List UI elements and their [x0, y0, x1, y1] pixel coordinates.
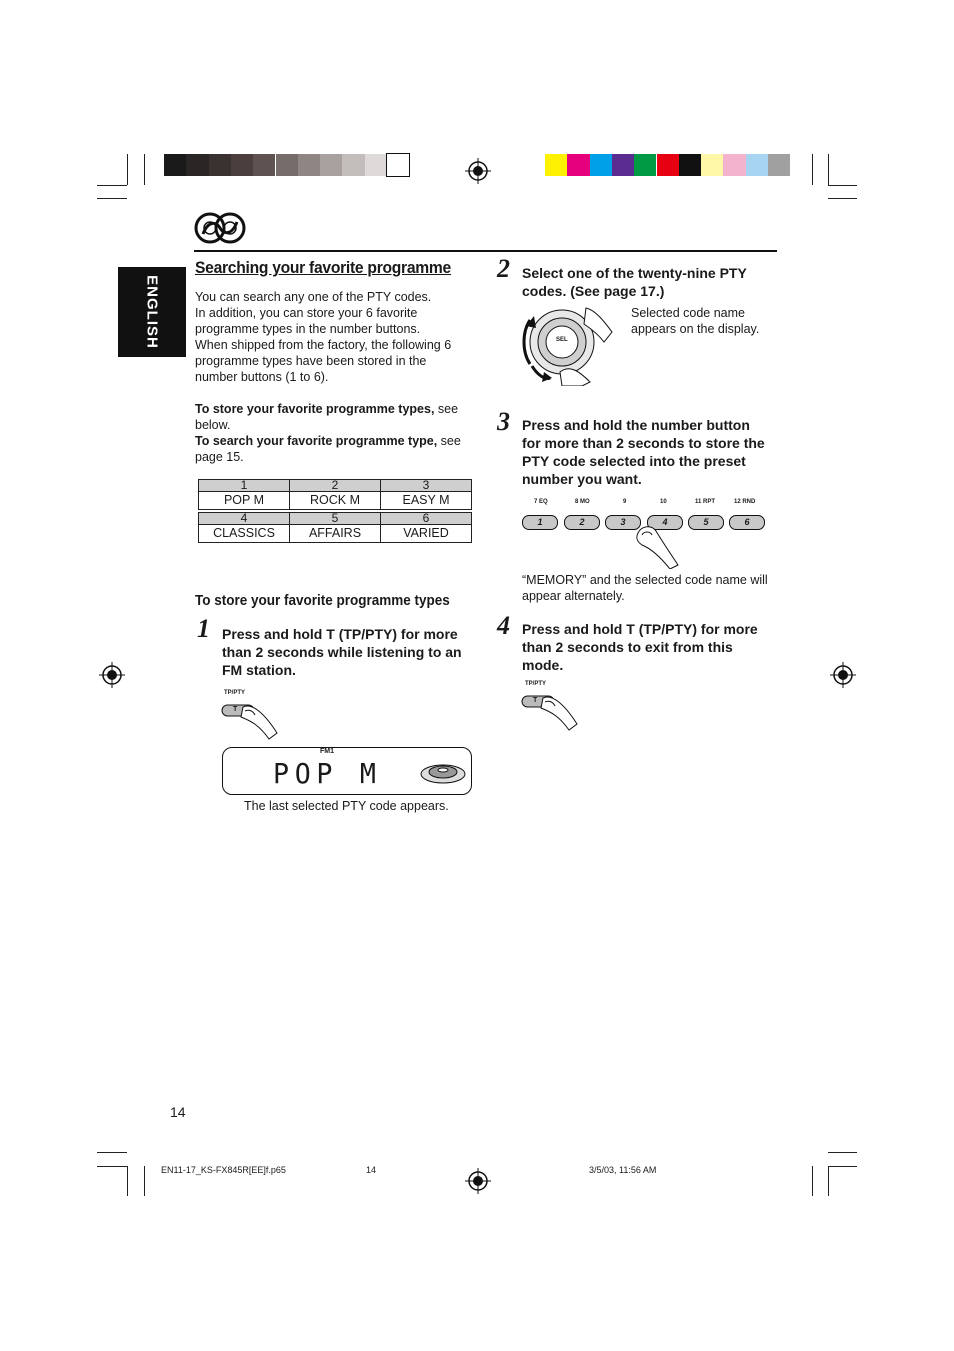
- pty-number: 4: [199, 513, 290, 525]
- calibration-swatch: [723, 154, 745, 176]
- crop-mark: [144, 1166, 145, 1196]
- step-line: codes. (See page 17.): [522, 283, 665, 299]
- step-1-number: 1: [197, 614, 210, 643]
- lcd-display: [222, 747, 472, 795]
- calibration-swatch: [701, 154, 723, 176]
- crop-mark: [97, 1166, 127, 1167]
- calibration-swatch: [298, 154, 320, 176]
- crop-mark: [828, 1166, 829, 1196]
- crop-mark: [812, 1166, 813, 1196]
- tppty-label: TP/PTY: [224, 690, 246, 696]
- language-tab-label: ENGLISH: [143, 275, 161, 349]
- rds-logo-icon: [194, 211, 246, 245]
- calibration-swatch: [342, 154, 364, 176]
- calibration-swatch: [320, 154, 342, 176]
- search-ref-rest2: page 15.: [195, 450, 244, 464]
- preset-buttons: [522, 497, 772, 577]
- preset-button-1[interactable]: 1: [522, 515, 558, 530]
- step-4-text: [522, 620, 782, 674]
- footer-date: 3/5/03, 11:56 AM: [589, 1165, 657, 1175]
- footer-page: 14: [366, 1165, 377, 1175]
- caption-line: appears on the display.: [631, 322, 760, 336]
- preset-top-label: 10: [660, 499, 667, 505]
- intro-line: number buttons (1 to 6).: [195, 370, 329, 384]
- preset-button-3[interactable]: 3: [605, 515, 641, 530]
- section-rule: [194, 250, 777, 252]
- pty-table-row2: [198, 512, 472, 543]
- calibration-swatch: [657, 154, 679, 176]
- intro-line: When shipped from the factory, the following 6: [195, 338, 452, 352]
- pty-table-row1: [198, 479, 472, 510]
- registration-target-icon: [465, 158, 491, 184]
- store-ref-bold: To store your favorite programme types,: [195, 402, 435, 416]
- caption-line: “MEMORY” and the selected code name will: [522, 573, 768, 587]
- language-tab: [118, 267, 186, 357]
- display-text: POP M: [273, 757, 382, 790]
- step-4-number: 4: [497, 611, 510, 640]
- step-2-caption: [631, 305, 771, 337]
- pty-name: POP M: [199, 492, 290, 510]
- registration-target-icon: [465, 1168, 491, 1194]
- calibration-swatch: [253, 154, 275, 176]
- calibration-swatch: [209, 154, 231, 176]
- crop-mark: [828, 185, 857, 186]
- t-key-label: T: [233, 706, 238, 713]
- step-1-text: [222, 625, 482, 679]
- step-2-text: [522, 264, 772, 300]
- crop-mark: [97, 1152, 127, 1153]
- intro-line: You can search any one of the PTY codes.: [195, 290, 432, 304]
- pty-name: EASY M: [381, 492, 472, 510]
- calibration-swatch: [164, 154, 186, 176]
- crop-mark: [828, 198, 857, 199]
- pty-number: 3: [381, 480, 472, 492]
- page-number: 14: [170, 1104, 186, 1120]
- pty-number: 2: [290, 480, 381, 492]
- calibration-swatch: [768, 154, 790, 176]
- finger-press-icon: [221, 703, 281, 741]
- step-line: than 2 seconds to exit from this: [522, 639, 733, 655]
- pty-name: CLASSICS: [199, 525, 290, 543]
- intro-line: In addition, you can store your 6 favorite: [195, 306, 418, 320]
- preset-top-label: 9: [623, 499, 627, 505]
- step-line: Press and hold T (TP/PTY) for more: [522, 621, 758, 637]
- search-ref-bold: To search your favorite programme type,: [195, 434, 438, 448]
- finger-press-icon: [634, 525, 682, 569]
- sel-control-knob[interactable]: [520, 302, 620, 391]
- store-ref-rest2: below.: [195, 418, 231, 432]
- crop-mark: [828, 1152, 857, 1153]
- store-ref-rest: see: [434, 402, 459, 416]
- control-dial-icon: [520, 302, 620, 386]
- calibration-swatch: [590, 154, 612, 176]
- preset-top-label: 11 RPT: [695, 499, 716, 505]
- calibration-swatch: [545, 154, 567, 176]
- crop-mark: [144, 154, 145, 185]
- step-line: than 2 seconds while listening to an: [222, 644, 462, 660]
- search-ref-rest: see: [437, 434, 461, 448]
- intro-line: programme types have been stored in the: [195, 354, 427, 368]
- preset-top-label: 8 MO: [575, 499, 590, 505]
- sel-label: SEL: [556, 337, 568, 343]
- step-line: Press and hold the number button: [522, 417, 750, 433]
- calibration-swatch: [365, 154, 387, 176]
- preset-top-label: 12 RND: [734, 499, 756, 505]
- step-line: PTY code selected into the preset: [522, 453, 746, 469]
- caption-line: appear alternately.: [522, 589, 625, 603]
- calibration-swatch: [276, 154, 298, 176]
- step-2-number: 2: [497, 254, 510, 283]
- calibration-swatch: [231, 154, 253, 176]
- finger-press-icon: [521, 694, 581, 732]
- preset-button-6[interactable]: 6: [729, 515, 765, 530]
- pty-name: AFFAIRS: [290, 525, 381, 543]
- calibration-swatch: [746, 154, 768, 176]
- step-line: mode.: [522, 657, 564, 673]
- preset-top-label: 7 EQ: [534, 499, 548, 505]
- calibration-swatch: [387, 154, 409, 176]
- step-3-number: 3: [497, 407, 510, 436]
- calibration-swatch: [186, 154, 208, 176]
- pty-number: 6: [381, 513, 472, 525]
- footer-file: EN11-17_KS-FX845R[EE]f.p65: [161, 1165, 286, 1175]
- crop-mark: [828, 1166, 857, 1167]
- crop-mark: [812, 154, 813, 185]
- cross-references: [195, 401, 475, 465]
- display-caption: The last selected PTY code appears.: [244, 799, 449, 813]
- registration-target-icon: [99, 662, 125, 688]
- disc-icon: [419, 758, 467, 786]
- step-line: Select one of the twenty-nine PTY: [522, 265, 747, 281]
- pty-number: 5: [290, 513, 381, 525]
- registration-target-icon: [830, 662, 856, 688]
- step-3-text: [522, 416, 782, 488]
- step-line: FM station.: [222, 662, 296, 678]
- intro-line: programme types in the number buttons.: [195, 322, 421, 336]
- crop-mark: [97, 185, 127, 186]
- calibration-swatch: [567, 154, 589, 176]
- crop-mark: [127, 154, 128, 185]
- step-line: number you want.: [522, 471, 642, 487]
- t-key-label: T: [533, 697, 538, 704]
- step-line: for more than 2 seconds to store the: [522, 435, 765, 451]
- pty-number: 1: [199, 480, 290, 492]
- crop-mark: [828, 154, 829, 185]
- preset-button-5[interactable]: 5: [688, 515, 724, 530]
- store-subheading: To store your favorite programme types: [195, 592, 450, 609]
- fm-band-label: FM1: [320, 748, 334, 755]
- tppty-button[interactable]: [221, 703, 281, 746]
- step-line: Press and hold T (TP/PTY) for more: [222, 626, 458, 642]
- step-3-caption: [522, 572, 782, 604]
- pty-name: ROCK M: [290, 492, 381, 510]
- caption-line: Selected code name: [631, 306, 745, 320]
- crop-mark: [127, 1166, 128, 1196]
- crop-mark: [97, 198, 127, 199]
- tppty-label: TP/PTY: [525, 681, 547, 687]
- calibration-swatch: [634, 154, 656, 176]
- preset-button-2[interactable]: 2: [564, 515, 600, 530]
- calibration-swatch: [679, 154, 701, 176]
- intro-paragraph: [195, 289, 470, 385]
- preset-button-4[interactable]: 4: [647, 515, 683, 530]
- tppty-button[interactable]: [521, 694, 581, 737]
- calibration-swatch: [612, 154, 634, 176]
- pty-name: VARIED: [381, 525, 472, 543]
- section-heading: Searching your favorite programme: [195, 258, 451, 277]
